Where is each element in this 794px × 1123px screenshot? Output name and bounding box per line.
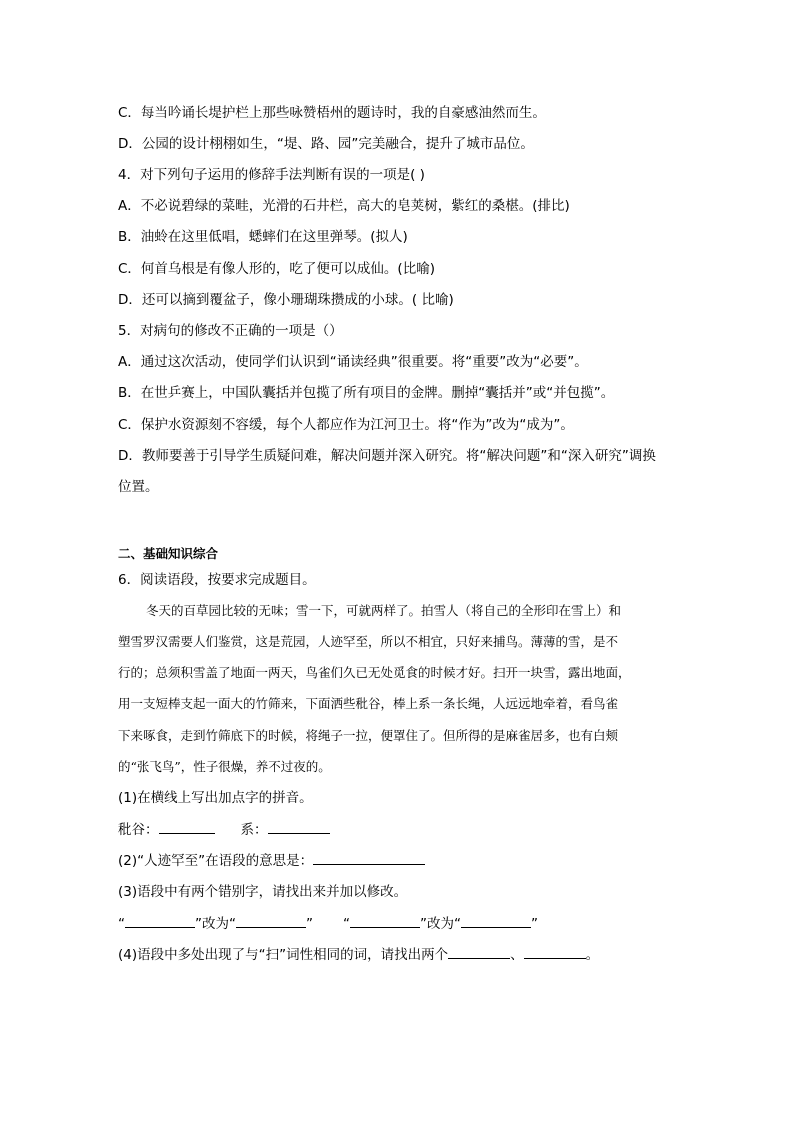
q4-option-b: B．油蛉在这里低唱，蟋蟀们在这里弹琴。(拟人) xyxy=(118,229,408,245)
q4-option-a: A．不必说碧绿的菜畦，光滑的石井栏，高大的皂荚树，紫红的桑椹。(排比) xyxy=(118,198,570,214)
sub4-text: (4)语段中多处出现了与“扫”词性相同的词，请找出两个 xyxy=(118,947,449,963)
answer-blank[interactable] xyxy=(313,850,425,865)
q3-option-c: C．每当吟诵长堤护栏上那些咏赞梧州的题诗时，我的自豪感油然而生。 xyxy=(118,105,546,121)
q6-sub2 xyxy=(118,850,425,871)
passage-line-6: 的“张飞鸟”，性子很燥，养不过夜的。 xyxy=(118,759,331,774)
q5-option-d-line2: 位置。 xyxy=(118,479,159,495)
q6-sub3: (3)语段中有两个错别字，请找出来并加以修改。 xyxy=(118,884,408,900)
q4-stem: 4．对下列句子运用的修辞手法判断有误的一项是( ) xyxy=(118,167,425,183)
q6-sub3-answers: “ ”改为“ ” “ ”改为“ ” xyxy=(118,913,538,934)
answer-blank[interactable] xyxy=(448,944,510,959)
q5-option-a: A．通过这次活动，使同学们认识到“诵读经典”很重要。将“重要”改为“必要”。 xyxy=(118,354,588,370)
passage-line-1: 冬天的百草园比较的无味；雪一下，可就两样了。拍雪人（将自己的全形印在雪上）和 xyxy=(146,603,622,618)
passage-line-5: 下来啄食，走到竹筛底下的时候，将绳子一拉，便罩住了。但所得的是麻雀居多，也有白颊 xyxy=(118,728,619,743)
q5-stem: 5．对病句的修改不正确的一项是（） xyxy=(118,323,343,339)
answer-blank[interactable] xyxy=(125,913,195,928)
q3-option-d: D．公园的设计栩栩如生，“堤、路、园”完美融合，提升了城市品位。 xyxy=(118,136,534,152)
passage-line-4: 用一支短棒支起一面大的竹筛来，下面洒些秕谷，棒上系一条长绳，人远远地牵着，看鸟雀 xyxy=(118,696,619,711)
passage-line-3: 行的；总须积雪盖了地面一两天，鸟雀们久已无处觅食的时候才好。扫开一块雪，露出地面， xyxy=(118,665,631,680)
sub1-label-b: 系： xyxy=(240,822,268,838)
answer-blank[interactable] xyxy=(159,819,215,834)
sub2-text: (2)“人迹罕至”在语段的意思是： xyxy=(118,853,314,869)
q6-sub1-answers xyxy=(118,819,330,840)
q6-sub1: (1)在横线上写出加点字的拼音。 xyxy=(118,790,313,806)
answer-blank[interactable] xyxy=(524,944,586,959)
answer-blank[interactable] xyxy=(268,819,330,834)
answer-blank[interactable] xyxy=(461,913,531,928)
q5-option-c: C．保护水资源刻不容缓，每个人都应作为江河卫士。将“作为”改为“成为”。 xyxy=(118,417,574,433)
answer-blank[interactable] xyxy=(236,913,306,928)
q6-sub4: (4)语段中多处出现了与“扫”词性相同的词，请找出两个 、 。 xyxy=(118,944,599,965)
passage-line-2: 塑雪罗汉需要人们鉴赏，这是荒园，人迹罕至，所以不相宜，只好来捕鸟。薄薄的雪，是不 xyxy=(118,634,619,649)
answer-blank[interactable] xyxy=(350,913,420,928)
q6-stem: 6．阅读语段，按要求完成题目。 xyxy=(118,572,316,588)
section-title: 二、基础知识综合 xyxy=(118,546,219,561)
sub1-label-a: 秕谷： xyxy=(118,822,159,838)
q5-option-d-line1: D．教师要善于引导学生质疑问难，解决问题并深入研究。将“解决问题”和“深入研究”调换 xyxy=(118,448,656,464)
q4-option-c: C．何首乌根是有像人形的，吃了便可以成仙。(比喻) xyxy=(118,261,435,277)
q4-option-d: D．还可以摘到覆盆子，像小珊瑚珠攒成的小球。( 比喻) xyxy=(118,292,454,308)
q5-option-b: B．在世乒赛上，中国队囊括并包揽了所有项目的金牌。删掉“囊括并”或“并包揽”。 xyxy=(118,385,615,401)
